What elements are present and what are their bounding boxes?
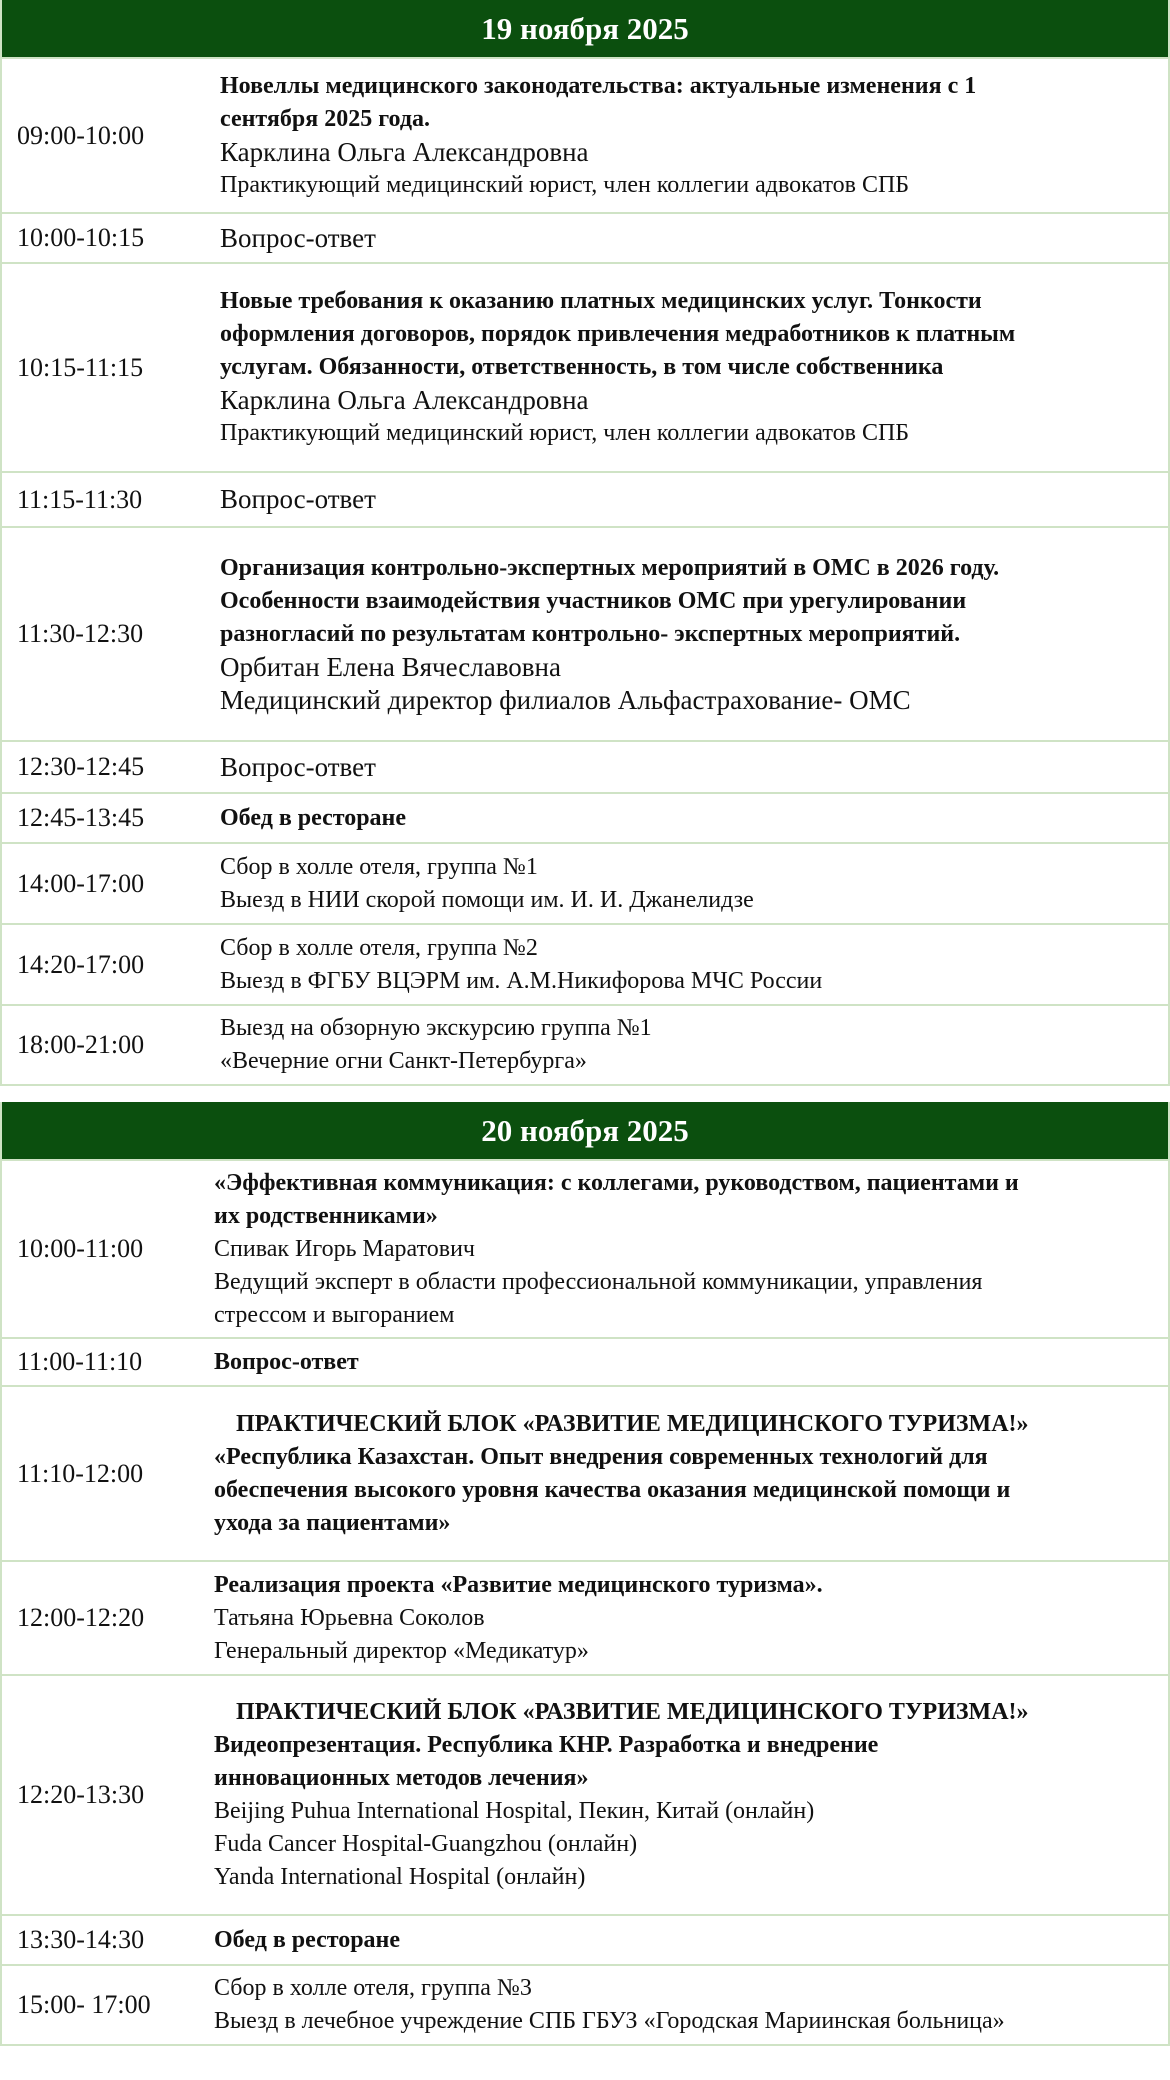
session-text: Вопрос-ответ (220, 484, 376, 514)
time-slot: 15:00- 17:00 (17, 1990, 151, 2019)
session-title: Новые требования к оказанию платных медицинских услуг. Тонкости (220, 288, 982, 314)
speaker-role: стрессом и выгоранием (214, 1301, 455, 1328)
block-title: ПРАКТИЧЕСКИЙ БЛОК «РАЗВИТИЕ МЕДИЦИНСКОГО ТУРИЗМА!» (236, 1699, 1029, 1725)
time-slot: 10:00-10:15 (17, 223, 145, 252)
session-details (198, 1966, 1168, 2044)
session-text: Вопрос-ответ (220, 751, 376, 782)
session-title: инновационных методов лечения» (214, 1765, 589, 1791)
time-slot: 12:45-13:45 (17, 803, 145, 832)
session-details (202, 1006, 1168, 1084)
section-gap (0, 1086, 1170, 1102)
speaker-name: Спивак Игорь Маратович (214, 1235, 475, 1262)
time-slot: 11:10-12:00 (17, 1458, 144, 1488)
session-details (198, 1918, 1168, 1963)
session-text: Вопрос-ответ (214, 1348, 359, 1375)
day-section-2 (0, 1102, 1170, 2046)
session-title: Особенности взаимодействия участников ОМС при урегулировании (220, 587, 967, 614)
session-details (202, 926, 1168, 1004)
session-title: обеспечения высокого уровня качества оказания медицинской помощи и (214, 1476, 1011, 1503)
session-title: услугам. Обязанности, ответственность, в том числе собственника (220, 354, 944, 380)
session-details (202, 845, 1168, 923)
time-slot: 09:00-10:00 (17, 120, 145, 150)
speaker-role: Ведущий эксперт в области профессиональной коммуникации, управления (214, 1268, 983, 1295)
schedule-row (2, 792, 1168, 842)
participant: Beijing Puhua International Hospital, Пекин, Китай (онлайн) (214, 1798, 815, 1824)
session-title: Видеопрезентация. Республика КНР. Разработка и внедрение (214, 1732, 879, 1758)
day-header: 20 ноября 2025 (2, 1102, 1168, 1159)
session-title: оформления договоров, порядок привлечения медработников к платным (220, 321, 1016, 347)
time-slot: 12:20-13:30 (17, 1780, 145, 1809)
time-slot: 14:00-17:00 (17, 868, 145, 898)
session-details (202, 477, 1168, 522)
block-title: ПРАКТИЧЕСКИЙ БЛОК «РАЗВИТИЕ МЕДИЦИНСКОГО ТУРИЗМА!» (236, 1410, 1029, 1437)
time-slot: 12:00-12:20 (17, 1603, 145, 1632)
session-text: «Вечерние огни Санкт-Петербурга» (220, 1048, 587, 1074)
time-slot: 12:30-12:45 (17, 752, 145, 781)
schedule-row (2, 740, 1168, 792)
schedule-row (2, 1337, 1168, 1385)
schedule-row (2, 1674, 1168, 1914)
schedule-row (2, 1159, 1168, 1337)
session-title: Организация контрольно-экспертных мероприятий в ОМС в 2026 году. (220, 554, 1000, 581)
session-details (202, 546, 1168, 723)
session-text: Выезд на обзорную экскурсию группа №1 (220, 1015, 652, 1041)
session-details (198, 1690, 1168, 1900)
session-title: их родственниками» (214, 1202, 438, 1229)
speaker-name: Карклина Ольга Александровна (220, 385, 589, 415)
session-details (198, 1402, 1168, 1546)
session-title: ухода за пациентами» (214, 1509, 451, 1536)
participant: Fuda Cancer Hospital-Guangzhou (онлайн) (214, 1831, 638, 1857)
session-details (198, 1563, 1168, 1674)
session-title: «Республика Казахстан. Опыт внедрения современных технологий для (214, 1443, 988, 1470)
schedule-row (2, 1964, 1168, 2044)
session-text: Обед в ресторане (214, 1926, 401, 1953)
session-text: Сбор в холле отеля, группа №2 (220, 934, 538, 961)
schedule-row (2, 471, 1168, 526)
schedule-row (2, 262, 1168, 471)
time-slot: 10:00-11:00 (17, 1234, 144, 1263)
schedule-row (2, 1914, 1168, 1964)
speaker-name: Орбитан Елена Вячеславовна (220, 651, 561, 682)
schedule-row (2, 842, 1168, 923)
time-slot: 11:30-12:30 (17, 619, 144, 648)
participant: Yanda International Hospital (онлайн) (214, 1864, 586, 1890)
session-details (202, 279, 1168, 456)
speaker-role: Практикующий медицинский юрист, член коллегии адвокатов СПБ (220, 420, 910, 446)
schedule-row (2, 923, 1168, 1004)
time-slot: 13:30-14:30 (17, 1925, 145, 1954)
session-title: сентября 2025 года. (220, 105, 430, 132)
speaker-role: Практикующий медицинский юрист, член коллегии адвокатов СПБ (220, 171, 910, 198)
time-slot: 11:00-11:10 (17, 1347, 143, 1376)
schedule-row (2, 1385, 1168, 1560)
session-title: Реализация проекта «Развитие медицинского туризма». (214, 1571, 823, 1598)
speaker-name: Татьяна Юрьевна Соколов (214, 1604, 485, 1631)
speaker-role: Генеральный директор «Медикатур» (214, 1637, 589, 1664)
session-text: Вопрос-ответ (220, 222, 376, 253)
session-title: разногласий по результатам контрольно- экспертных мероприятий. (220, 620, 961, 647)
time-slot: 18:00-21:00 (17, 1030, 145, 1059)
session-text: Сбор в холле отеля, группа №1 (220, 853, 538, 880)
time-slot: 14:20-17:00 (17, 949, 145, 979)
schedule-row (2, 1560, 1168, 1674)
session-details (202, 745, 1168, 790)
session-title: Новеллы медицинского законодательства: актуальные изменения с 1 (220, 72, 977, 99)
schedule-row (2, 57, 1168, 212)
speaker-role: Медицинский директор филиалов Альфастрахование- ОМС (220, 684, 911, 715)
day-header: 19 ноября 2025 (2, 0, 1168, 57)
schedule-row (2, 1004, 1168, 1084)
session-details (202, 216, 1168, 261)
session-text: Сбор в холле отеля, группа №3 (214, 1975, 532, 2001)
session-details (202, 64, 1168, 208)
time-slot: 11:15-11:30 (17, 484, 143, 514)
session-text: Выезд в НИИ скорой помощи им. И. И. Джанелидзе (220, 886, 754, 913)
session-text: Выезд в лечебное учреждение СПБ ГБУЗ «Городская Мариинская больница» (214, 2008, 1005, 2034)
session-details (198, 1340, 1168, 1385)
session-text: Выезд в ФГБУ ВЦЭРМ им. А.М.Никифорова МЧС России (220, 967, 823, 994)
session-details (202, 796, 1168, 841)
session-text: Обед в ресторане (220, 804, 407, 831)
schedule-row (2, 526, 1168, 740)
session-title: «Эффективная коммуникация: с коллегами, руководством, пациентами и (214, 1169, 1019, 1196)
session-details (198, 1161, 1168, 1338)
speaker-name: Карклина Ольга Александровна (220, 136, 589, 167)
schedule-row (2, 212, 1168, 262)
time-slot: 10:15-11:15 (17, 352, 144, 382)
